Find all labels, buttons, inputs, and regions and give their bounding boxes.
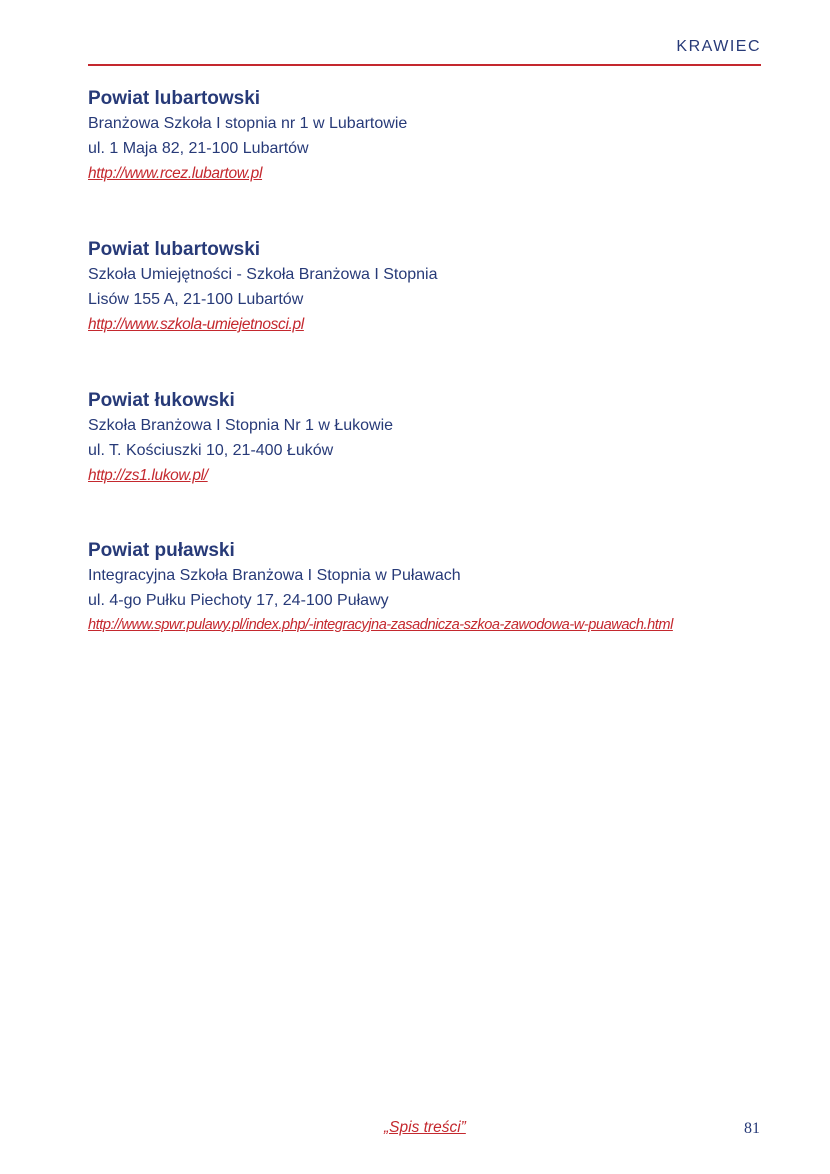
school-entry (88, 388, 788, 488)
entry-school-name: Szkoła Umiejętności - Szkoła Branżowa I Stopnia (88, 266, 438, 283)
header-divider (88, 64, 761, 66)
entry-heading: Powiat lubartowski (88, 239, 261, 260)
entry-heading: Powiat puławski (88, 540, 235, 561)
entry-school-name: Szkoła Branżowa I Stopnia Nr 1 w Łukowie (88, 417, 394, 434)
table-of-contents-link[interactable]: „Spis treści” (384, 1119, 466, 1136)
entry-address: ul. 4-go Pułku Piechoty 17, 24-100 Puławy (88, 592, 389, 609)
entry-heading: Powiat lubartowski (88, 88, 261, 109)
entry-website-link[interactable]: http://www.rcez.lubartow.pl (88, 165, 263, 182)
school-entry (88, 86, 788, 186)
page-number: 81 (744, 1120, 760, 1137)
entry-address: ul. 1 Maja 82, 21-100 Lubartów (88, 140, 309, 157)
entry-website-link[interactable]: http://www.spwr.pulawy.pl/index.php/-integracyjna-zasadnicza-szkoa-zawodowa-w-puawach.html (88, 617, 673, 633)
entry-address: ul. T. Kościuszki 10, 21-400 Łuków (88, 442, 334, 459)
entry-school-name: Integracyjna Szkoła Branżowa I Stopnia w Puławach (88, 567, 461, 584)
entry-website-link[interactable]: http://www.szkola-umiejetnosci.pl (88, 316, 304, 333)
school-entry (88, 237, 788, 337)
running-header-title: KRAWIEC (676, 38, 761, 55)
entry-address: Lisów 155 A, 21-100 Lubartów (88, 291, 304, 308)
entry-website-link[interactable]: http://zs1.lukow.pl/ (88, 467, 208, 484)
school-entry (88, 538, 788, 638)
entry-heading: Powiat łukowski (88, 390, 235, 411)
entry-school-name: Branżowa Szkoła I stopnia nr 1 w Lubartowie (88, 115, 408, 132)
